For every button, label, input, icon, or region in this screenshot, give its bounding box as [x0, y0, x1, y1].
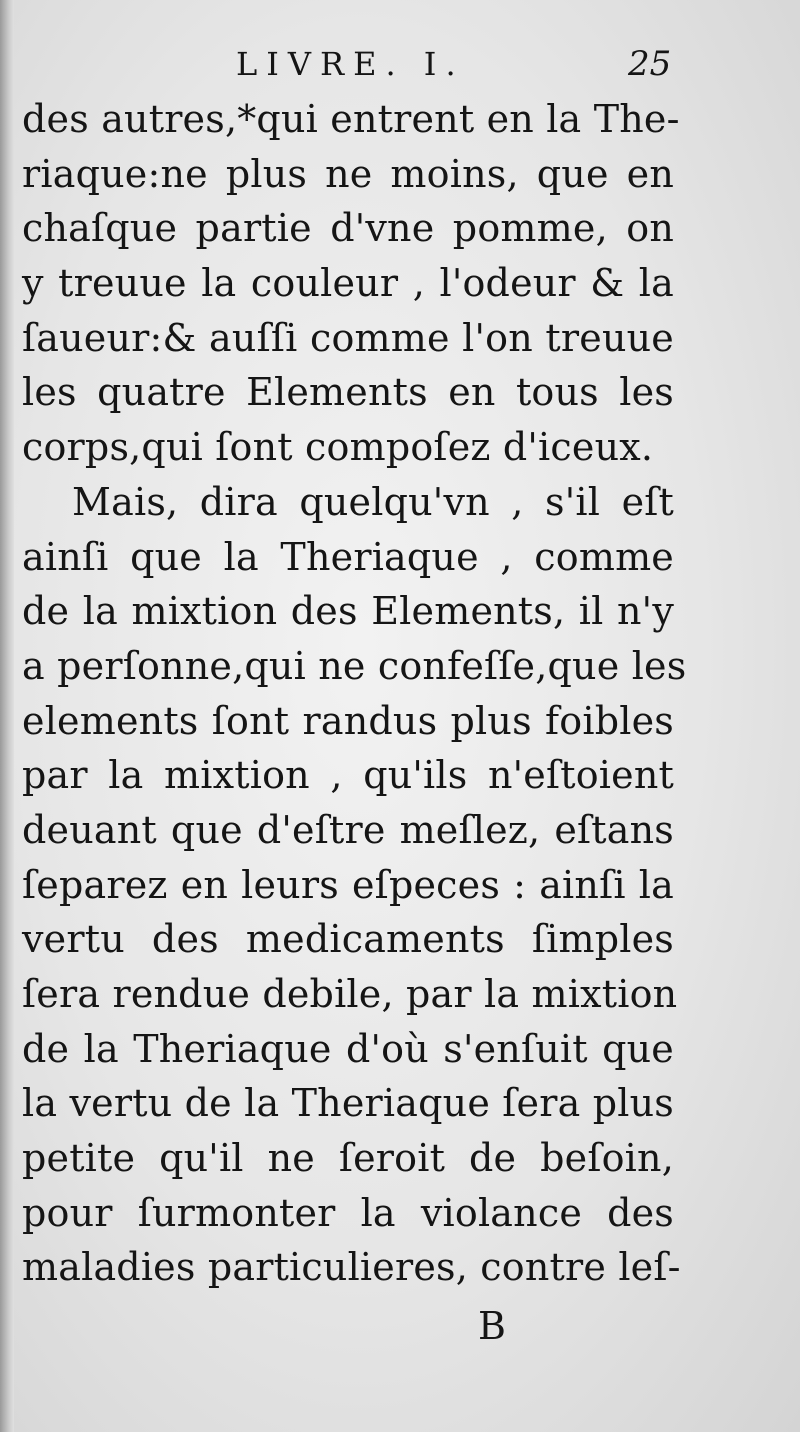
text-line: la vertu de la Theriaque ſera plus	[22, 1081, 674, 1126]
text-line: ſeparez en leurs eſpeces : ainſi la	[22, 862, 674, 907]
text-line: corps,qui ſont compoſez d'iceux.	[22, 425, 654, 470]
text-line: a perſonne,qui ne confeſſe,que les	[22, 643, 687, 688]
signature-mark: B	[478, 1304, 506, 1348]
running-head: LIVRE. I.	[236, 45, 465, 83]
text-line: ſera rendue debile, par la mixtion	[22, 972, 678, 1016]
text-line: petite qu'il ne ſeroit de beſoin,	[22, 1136, 674, 1181]
text-line: maladies particulieres, contre leſ-	[22, 1245, 681, 1290]
text-line: des autres,*qui entrent en la The-	[22, 97, 680, 141]
text-line: chaſque partie d'vne pomme, on	[22, 206, 674, 251]
text-line: par la mixtion , qu'ils n'eſtoient	[22, 753, 674, 798]
text-line: Mais, dira quelqu'vn , s'il eſt	[72, 479, 674, 524]
text-line: de la Theriaque d'où s'enſuit que	[22, 1026, 674, 1071]
text-line: elements ſont randus plus foibles	[22, 698, 674, 743]
text-line: ainſi que la Theriaque , comme	[22, 534, 674, 579]
text-line: vertu des medicaments ſimples	[22, 917, 674, 962]
text-line: de la mixtion des Elements, il n'y	[22, 589, 674, 634]
binding-gutter	[0, 0, 14, 1432]
text-line: pour ſurmonter la violance des	[22, 1190, 674, 1235]
text-line: les quatre Elements en tous les	[22, 370, 674, 415]
text-line: riaque:ne plus ne moins, que en	[22, 151, 674, 196]
text-line: ſaueur:& auſſi comme l'on treuue	[22, 315, 674, 360]
text-line: y treuue la couleur , l'odeur & la	[22, 261, 674, 306]
page-number: 25	[628, 44, 672, 84]
text-block	[22, 92, 687, 1295]
text-line: deuant que d'eſtre meſlez, eſtans	[22, 807, 674, 852]
